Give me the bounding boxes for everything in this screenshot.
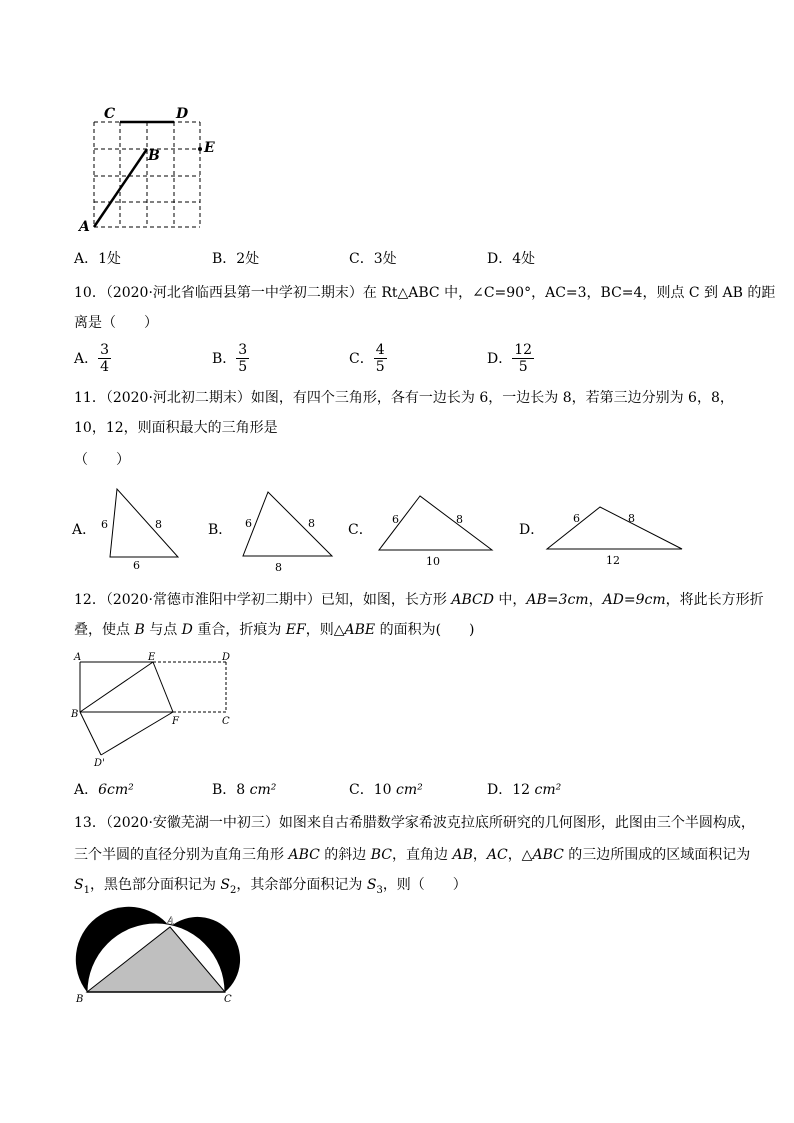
q9-label-C: C — [104, 106, 116, 122]
q11-option-b-letter: B． — [208, 522, 233, 538]
q10-option-a-letter: A． — [74, 350, 99, 367]
q12-label-A: A — [74, 652, 82, 663]
q12-option-b: B．8 cm² — [212, 782, 277, 798]
q13-stem-line2: 三个半圆的直径分别为直角三角形 ABC 的斜边 BC，直角边 AB，AC，△ABC 的三边所围成的区域面积记为 — [74, 847, 751, 863]
q12-label-Dprime: D' — [94, 758, 105, 769]
q9-option-b: B．2处 — [212, 251, 260, 267]
q12-stem-line2: 叠，使点 B 与点 D 重合，折痕为 EF，则△ABE 的面积为( ) — [74, 622, 475, 638]
q12-label-E: E — [148, 652, 156, 663]
q9-label-B: B — [148, 148, 160, 164]
q10-option-a-fraction: $\frac{3}{4}$ — [100, 342, 110, 375]
q9-label-E: E — [204, 140, 215, 156]
q11-triangle-b — [235, 485, 340, 575]
q13-label-A: A — [167, 916, 175, 927]
q11-tri-c-left: 6 — [392, 513, 399, 526]
q10-option-c — [349, 342, 387, 375]
q10-option-d — [487, 342, 534, 375]
q11-stem-line1: 11．（2020·河北初二期末）如图，有四个三角形，各有一边长为 6，一边长为 8，若第三边分别为 6，8， — [74, 390, 734, 406]
q11-option-a-letter: A． — [72, 522, 97, 538]
q13-stem-line1: 13．（2020·安徽芜湖一中初三）如图来自古希腊数学家希波克拉底所研究的几何图形，此图由三个半圆构成， — [74, 815, 755, 831]
q12-label-F: F — [172, 716, 179, 727]
q13-stem-line3: $S_1$，黑色部分面积记为 $S_2$，其余部分面积记为 $S_3$，则（ ） — [74, 877, 467, 896]
q9-option-d: D．4处 — [487, 251, 536, 267]
q11-stem-line2: 10，12，则面积最大的三角形是 — [74, 420, 278, 436]
q13-hippocrates-figure — [70, 905, 250, 1005]
q11-tri-a-base: 6 — [133, 559, 140, 572]
q12-option-c: C．10 cm² — [349, 782, 423, 798]
q12-option-d: D．12 cm² — [487, 782, 562, 798]
q11-option-d-letter: D． — [519, 522, 545, 538]
q11-triangle-a — [95, 482, 190, 572]
q9-grid-figure — [74, 100, 224, 235]
q12-option-a: A．6cm² — [74, 782, 134, 798]
q11-triangle-d — [540, 500, 688, 570]
q9-option-c: C．3处 — [349, 251, 397, 267]
q10-option-a — [74, 342, 111, 375]
q12-rectangle-figure — [68, 650, 243, 770]
q11-tri-b-left: 6 — [245, 517, 252, 530]
q12-label-C: C — [222, 716, 230, 727]
q11-tri-b-base: 8 — [275, 561, 282, 574]
q11-tri-c-base: 10 — [426, 555, 440, 568]
q11-option-c-letter: C． — [348, 522, 373, 538]
q9-label-D: D — [176, 106, 189, 122]
q13-label-B: B — [76, 994, 84, 1005]
q11-tri-a-right: 8 — [155, 518, 162, 531]
q13-label-C: C — [224, 994, 232, 1005]
q10-option-d-letter: D． — [487, 350, 513, 367]
q10-option-b-letter: B． — [212, 350, 237, 367]
q12-label-D: D — [222, 652, 231, 663]
q11-tri-c-right: 8 — [456, 513, 463, 526]
q11-tri-a-left: 6 — [101, 518, 108, 531]
q11-tri-d-base: 12 — [606, 554, 620, 567]
q11-stem-line3: （ ） — [74, 452, 130, 468]
q10-option-d-fraction: $\frac{12}{5}$ — [514, 342, 533, 375]
q10-option-c-fraction: $\frac{4}{5}$ — [375, 342, 385, 375]
q12-label-B: B — [71, 709, 79, 720]
q11-tri-d-left: 6 — [573, 512, 580, 525]
q11-tri-d-right: 8 — [628, 512, 635, 525]
q10-option-b — [212, 342, 249, 375]
q10-option-b-fraction: $\frac{3}{5}$ — [238, 342, 248, 375]
q11-triangle-c — [372, 490, 500, 570]
q9-option-a: A．1处 — [74, 251, 122, 267]
q11-tri-b-right: 8 — [308, 517, 315, 530]
q12-stem-line1: 12．（2020·常德市淮阳中学初二期中）已知，如图，长方形 ABCD 中，AB=3cm，AD=9cm，将此长方形折 — [74, 592, 764, 608]
q10-stem-line2: 离是（ ） — [74, 315, 158, 331]
q9-label-A: A — [79, 219, 90, 235]
q10-option-c-letter: C． — [349, 350, 374, 367]
q10-stem-line1: 10．（2020·河北省临西县第一中学初二期末）在 Rt△ABC 中，∠C=90°，AC=3，BC=4，则点 C 到 AB 的距 — [74, 285, 776, 301]
